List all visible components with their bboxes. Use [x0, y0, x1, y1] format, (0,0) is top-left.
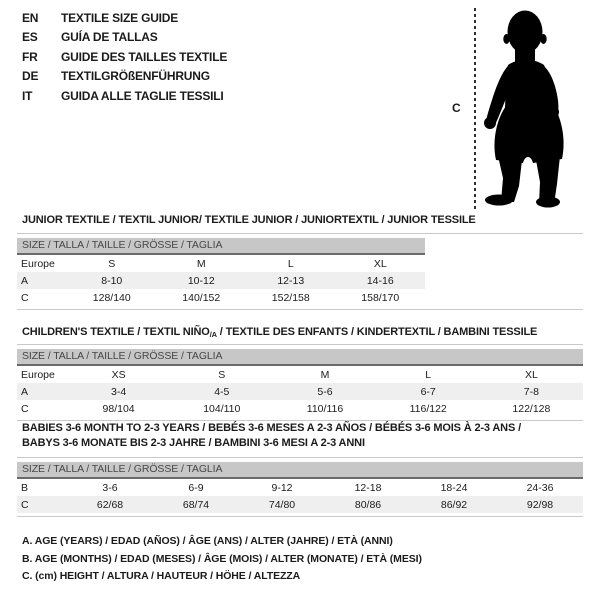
section-title	[22, 213, 583, 228]
size-table	[17, 344, 583, 421]
table-row	[17, 289, 425, 306]
size-value-cell: 3-6	[102, 481, 118, 494]
language-code: FR	[22, 49, 38, 64]
table-row	[17, 479, 583, 496]
size-value-cell: 5-6	[317, 385, 333, 398]
size-value-cell: 74/80	[268, 498, 296, 511]
size-value-cell: 6-9	[188, 481, 204, 494]
size-value-cell: 110/116	[306, 402, 344, 415]
size-value-cell: 98/104	[102, 402, 135, 415]
language-code: ES	[22, 30, 38, 45]
language-code: IT	[22, 88, 33, 103]
legend-line: C. (cm) HEIGHT / ALTURA / HAUTEUR / HÖHE / ALTEZZA	[22, 570, 301, 583]
size-value-cell: 122/128	[512, 402, 551, 415]
size-value-cell: S	[218, 368, 226, 381]
size-value-cell: 128/140	[92, 291, 131, 304]
size-value-cell: 14-16	[366, 274, 394, 287]
size-value-cell: XS	[111, 368, 126, 381]
size-header-bar: SIZE / TALLA / TAILLE / GRÖSSE / TAGLIA	[17, 349, 583, 366]
language-list	[22, 9, 227, 106]
size-value-cell: 104/110	[203, 402, 241, 415]
size-table-section	[17, 421, 583, 517]
size-header-bar: SIZE / TALLA / TAILLE / GRÖSSE / TAGLIA	[17, 462, 583, 479]
size-value-cell: 6-7	[420, 385, 436, 398]
table-row	[17, 366, 583, 383]
size-value-cell: 7-8	[523, 385, 539, 398]
table-row	[17, 400, 583, 417]
section-title-line: BABIES 3-6 MONTH TO 2-3 YEARS / BEBÉS 3-6 MESES A 2-3 AÑOS / BÉBÉS 3-6 MOIS À 2-3 ANS /	[22, 422, 521, 434]
row-label: Europe	[21, 257, 55, 270]
size-value-cell: L	[287, 257, 294, 270]
language-name: GUIDA ALLE TAGLIE TESSILI	[61, 88, 224, 103]
size-header-bar: SIZE / TALLA / TAILLE / GRÖSSE / TAGLIA	[17, 238, 425, 255]
size-value-cell: M	[196, 257, 206, 270]
row-label: A	[21, 385, 29, 398]
legend-line: A. AGE (YEARS) / EDAD (AÑOS) / ÂGE (ANS) / ALTER (JAHRE) / ETÀ (ANNI)	[22, 535, 393, 547]
size-value-cell: 12-18	[354, 481, 382, 494]
size-value-cell: 3-4	[111, 385, 127, 398]
legend	[22, 533, 422, 586]
row-label: B	[21, 481, 29, 494]
title-subscript: /A	[209, 330, 217, 339]
size-value-cell: 152/158	[271, 291, 310, 304]
language-name: GUÍA DE TALLAS	[61, 30, 158, 45]
height-marker-line	[474, 8, 476, 210]
legend-line: B. AGE (MONTHS) / EDAD (MESES) / ÂGE (MOIS) / ALTER (MONATE) / ETÀ (MESI)	[22, 552, 422, 565]
size-value-cell: L	[425, 368, 432, 381]
size-value-cell: 9-12	[271, 481, 293, 494]
table-row	[17, 272, 425, 289]
language-name: TEXTILGRÖßENFÜHRUNG	[61, 69, 210, 84]
language-name: GUIDE DES TAILLES TEXTILE	[61, 49, 228, 64]
size-value-cell: 10-12	[187, 274, 215, 287]
row-label: C	[21, 498, 29, 511]
toddler-silhouette-image	[481, 8, 591, 210]
size-value-cell: 80/86	[354, 498, 382, 511]
language-code: DE	[22, 69, 39, 84]
section-title	[22, 421, 583, 451]
size-value-cell: 62/68	[96, 498, 124, 511]
table-row	[17, 496, 583, 513]
size-value-cell: 116/122	[409, 402, 447, 415]
size-table	[17, 233, 583, 310]
section-title-line: BABYS 3-6 MONATE BIS 2-3 JAHRE / BAMBINI 3-6 MESI A 2-3 ANNI	[22, 437, 365, 449]
section-title-line: JUNIOR TEXTILE / TEXTIL JUNIOR/ TEXTILE JUNIOR / JUNIORTEXTIL / JUNIOR TESSILE	[22, 214, 476, 226]
size-table-section	[17, 213, 583, 310]
size-value-cell: 92/98	[526, 498, 554, 511]
size-value-cell: 24-36	[526, 481, 554, 494]
size-value-cell: XL	[373, 257, 387, 270]
table-row	[17, 255, 425, 272]
size-value-cell: XL	[524, 368, 538, 381]
size-value-cell: 18-24	[440, 481, 468, 494]
size-value-cell: 158/170	[361, 291, 400, 304]
row-label: C	[21, 402, 29, 415]
size-value-cell: 8-10	[101, 274, 123, 287]
language-name: TEXTILE SIZE GUIDE	[61, 11, 179, 25]
size-value-cell: 12-13	[277, 274, 305, 287]
row-label: C	[21, 291, 29, 304]
row-label: A	[21, 274, 29, 287]
size-value-cell: 68/74	[182, 498, 210, 511]
size-value-cell: 140/152	[182, 291, 221, 304]
language-code: EN	[22, 11, 39, 25]
size-value-cell: M	[320, 368, 330, 381]
table-row	[17, 383, 583, 400]
section-title-line: CHILDREN'S TEXTILE / TEXTIL $NIÑO_{/A}$ / TEXTILE DES ENFANTS / KINDERTEXTIL / BAMBINI TESSILE	[22, 326, 538, 339]
section-title	[22, 325, 583, 342]
size-value-cell: 86/92	[440, 498, 468, 511]
row-label: Europe	[21, 368, 55, 381]
size-table-section	[17, 325, 583, 421]
size-table	[17, 457, 583, 517]
height-marker-label: C	[452, 101, 461, 115]
size-value-cell: 4-5	[214, 385, 230, 398]
size-value-cell: S	[108, 257, 116, 270]
